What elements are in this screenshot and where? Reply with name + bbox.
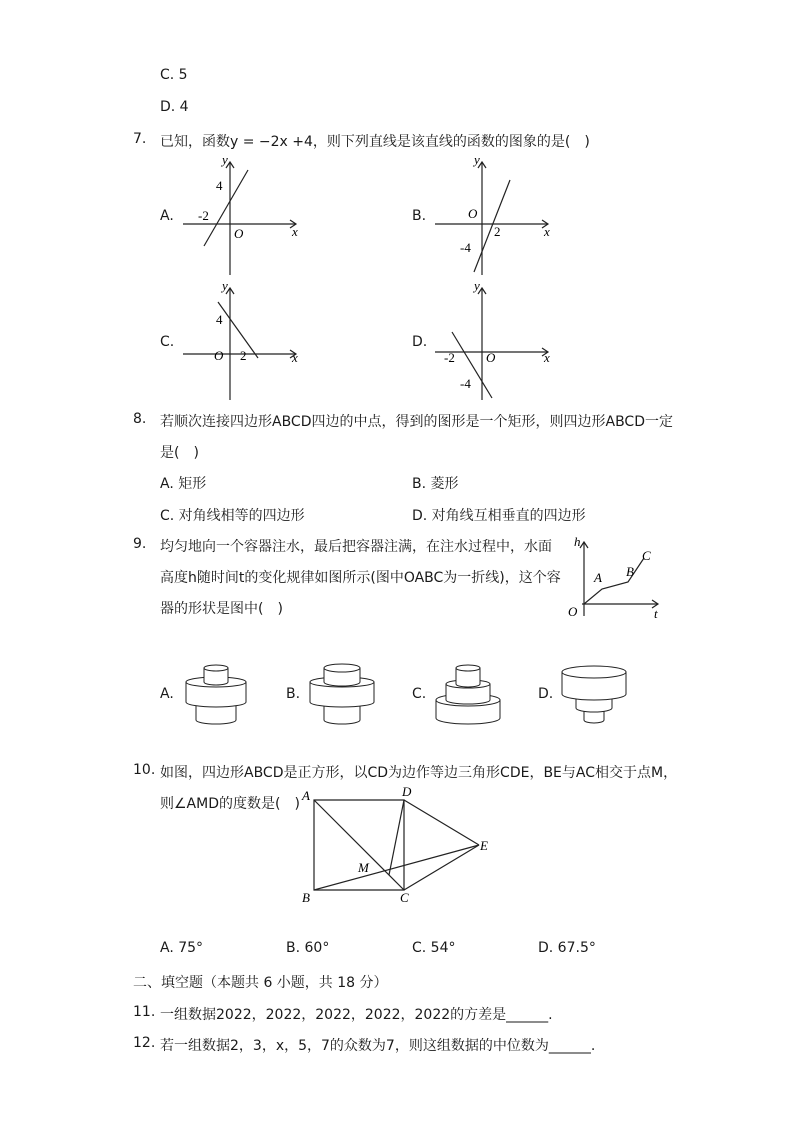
q12-number: 12.: [133, 1035, 156, 1051]
q11-stem: 一组数据2022，2022，2022，2022，2022的方差是______.: [160, 1007, 553, 1023]
q7-label-b: B.: [412, 208, 427, 224]
q9-graph-t-label: t: [654, 606, 658, 621]
section-heading-fill-blank: 二、填空题（本题共 6 小题，共 18 分）: [133, 975, 388, 991]
q9-container-d: [558, 658, 632, 728]
graph-c-x-label: x: [292, 350, 298, 365]
q9-container-c: [432, 656, 506, 728]
q7-graph-d: [430, 278, 560, 404]
graph-a-origin: O: [234, 226, 244, 241]
fig-label-m: M: [358, 860, 369, 875]
graph-d-origin: O: [486, 350, 496, 365]
q8-stem-line1: 若顺次连接四边形ABCD四边的中点，得到的图形是一个矩形，则四边形ABCD一定: [160, 414, 673, 430]
graph-a-tick-4: 4: [216, 178, 223, 193]
q9-label-c: C.: [412, 686, 427, 702]
q9-number: 9.: [133, 536, 147, 552]
q7-graph-b: [430, 150, 560, 280]
q9-stem-line3: 器的形状是图中( ): [160, 601, 283, 617]
graph-a-y-label: y: [222, 152, 228, 167]
q7-label-c: C.: [160, 334, 175, 350]
graph-b-origin: O: [468, 206, 478, 221]
graph-b-x-label: x: [544, 224, 550, 239]
q10-option-c: C. 54°: [412, 940, 456, 956]
q8-number: 8.: [133, 411, 147, 427]
q9-graph-h-label: h: [574, 534, 581, 549]
graph-d-tick-neg2: -2: [444, 350, 455, 365]
q7-stem: 已知，函数y = −2x +4，则下列直线是该直线的函数的图象的是( ): [160, 134, 590, 150]
q9-graph-point-c: C: [642, 548, 651, 563]
q10-number: 10.: [133, 762, 156, 778]
fig-label-d: D: [402, 784, 412, 799]
graph-a-tick-neg2: -2: [198, 208, 209, 223]
q10-stem-line2: 则∠AMD的度数是( ): [160, 796, 300, 812]
q10-option-a: A. 75°: [160, 940, 204, 956]
q6-option-d: D. 4: [160, 99, 189, 115]
q7-number: 7.: [133, 131, 147, 147]
q9-height-time-graph: [562, 532, 672, 622]
q7-label-d: D.: [412, 334, 428, 350]
q10-option-b: B. 60°: [286, 940, 330, 956]
q11-number: 11.: [133, 1004, 156, 1020]
q9-stem-line1: 均匀地向一个容器注水，最后把容器注满，在注水过程中，水面: [160, 539, 552, 555]
graph-c-tick-2: 2: [240, 348, 247, 363]
q9-container-a: [180, 658, 254, 728]
q9-label-b: B.: [286, 686, 301, 702]
q8-stem-line2: 是( ): [160, 445, 199, 461]
graph-d-x-label: x: [544, 350, 550, 365]
q8-option-b: B. 菱形: [412, 476, 459, 492]
q7-label-a: A.: [160, 208, 174, 224]
graph-d-y-label: y: [474, 278, 480, 293]
graph-b-tick-2: 2: [494, 224, 501, 239]
q9-graph-point-b: B: [626, 564, 634, 579]
graph-c-y-label: y: [222, 278, 228, 293]
q9-stem-line2: 高度h随时间t的变化规律如图所示(图中OABC为一折线)，这个容: [160, 570, 561, 586]
q10-option-d: D. 67.5°: [538, 940, 596, 956]
q9-graph-point-a: A: [594, 570, 602, 585]
graph-a-x-label: x: [292, 224, 298, 239]
q8-option-a: A. 矩形: [160, 476, 207, 492]
graph-c-origin: O: [214, 348, 224, 363]
graph-b-tick-neg4: -4: [460, 240, 471, 255]
q12-stem: 若一组数据2，3，x，5，7的众数为7，则这组数据的中位数为______.: [160, 1038, 596, 1054]
q10-square-triangle-figure: [296, 784, 506, 908]
q9-container-b: [306, 658, 380, 728]
q8-option-d: D. 对角线互相垂直的四边形: [412, 508, 586, 524]
fig-label-c: C: [400, 890, 409, 905]
fig-label-b: B: [302, 890, 310, 905]
q9-label-a: A.: [160, 686, 174, 702]
q7-graph-c: [178, 278, 308, 404]
graph-d-tick-neg4: -4: [460, 376, 471, 391]
q6-option-c: C. 5: [160, 67, 188, 83]
q9-label-d: D.: [538, 686, 554, 702]
graph-c-tick-4: 4: [216, 312, 223, 327]
graph-b-y-label: y: [474, 152, 480, 167]
q8-option-c: C. 对角线相等的四边形: [160, 508, 305, 524]
q9-graph-origin: O: [568, 604, 578, 619]
q7-graph-a: [178, 150, 308, 280]
fig-label-a: A: [302, 788, 310, 803]
q10-stem-line1: 如图，四边形ABCD是正方形，以CD为边作等边三角形CDE，BE与AC相交于点M，: [160, 765, 678, 781]
fig-label-e: E: [480, 838, 488, 853]
